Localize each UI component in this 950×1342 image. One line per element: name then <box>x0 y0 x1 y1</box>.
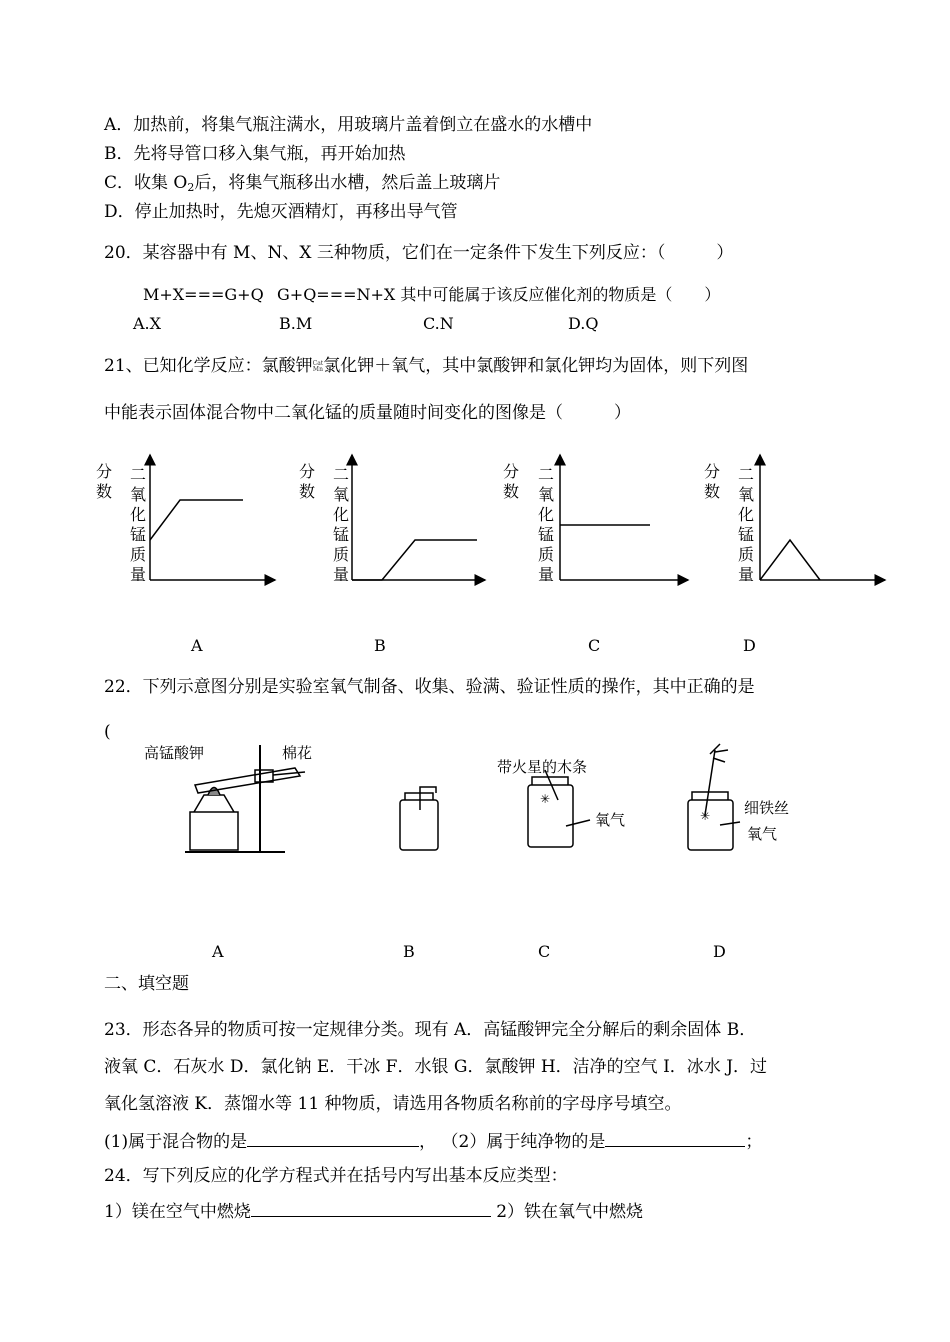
graph-a-ylabel-1: 分数 <box>96 462 113 501</box>
diagram-label-d: D <box>713 942 726 961</box>
diagram-label-a: A <box>212 942 224 961</box>
label-oxygen-c: 氧气 <box>595 811 626 829</box>
q21-line1-pre: 21、已知化学反应：氯酸钾 <box>104 356 313 376</box>
graph-b-ylabel-1: 分数 <box>299 462 316 501</box>
q23-separator: ， <box>419 1132 437 1152</box>
q21-reaction-condition <box>313 361 324 373</box>
apparatus-c <box>528 770 590 847</box>
q21-line2: 中能表示固体混合物中二氧化锰的质量随时间变化的图像是（ ） <box>104 403 631 423</box>
q24-part1-label: 1）镁在空气中燃烧 <box>104 1202 251 1222</box>
q20-stem: 20．某容器中有 M、N、X 三种物质，它们在一定条件下发生下列反应：（ ） <box>104 243 734 263</box>
q23-parts <box>104 1130 762 1152</box>
q23-line3: 氧化氢溶液 K．蒸馏水等 11 种物质，请选用各物质名称前的字母序号填空。 <box>104 1094 682 1114</box>
q22-stem: 22．下列示意图分别是实验室氧气制备、收集、验满、验证性质的操作，其中正确的是 <box>104 677 755 697</box>
graph-a-ylabel-2: 二氧化锰质量 <box>130 465 147 584</box>
q23-mixture-blank[interactable] <box>247 1130 419 1147</box>
q19-option-c-sub: 2 <box>187 181 195 194</box>
diagram-label-b: B <box>403 942 415 961</box>
q19-option-c-pre: C．收集 O <box>104 173 188 193</box>
q21-line1-post: 氯化钾＋氧气，其中氯酸钾和氯化钾均为固体，则下列图 <box>323 356 749 376</box>
q24-part2-label: 2）铁在氧气中燃烧 <box>496 1202 644 1222</box>
q19-option-d: D．停止加热时，先熄灭酒精灯，再移出导气管 <box>104 202 458 222</box>
graph-label-d: D <box>743 636 756 655</box>
q24-magnesium-blank[interactable] <box>251 1200 491 1217</box>
apparatus-b <box>400 787 438 850</box>
label-iron-wire: 细铁丝 <box>744 799 790 817</box>
q19-option-c-post: 后，将集气瓶移出水槽，然后盖上玻璃片 <box>194 173 501 193</box>
label-potassium-permanganate: 高锰酸钾 <box>144 744 205 762</box>
graph-b <box>352 455 485 580</box>
q23-pure-blank[interactable] <box>605 1130 745 1147</box>
graph-b-ylabel-2: 二氧化锰质量 <box>333 465 350 584</box>
q21-cond-bottom: Mn <box>312 365 323 373</box>
q19-option-b: B．先将导管口移入集气瓶，再开始加热 <box>104 144 406 164</box>
q23-line1: 23．形态各异的物质可按一定规律分类。现有 A．高锰酸钾完全分解后的剩余固体 B． <box>104 1020 757 1040</box>
q23-part2-label: （2）属于纯净物的是 <box>441 1132 606 1152</box>
graph-a-curve <box>150 500 243 540</box>
label-cotton: 棉花 <box>282 744 313 762</box>
q23-end: ； <box>745 1132 763 1152</box>
q21-graphs <box>90 450 890 590</box>
graph-c <box>560 455 688 580</box>
graph-d-ylabel-2: 二氧化锰质量 <box>738 465 755 584</box>
graph-a <box>150 455 275 580</box>
q24-parts <box>104 1200 643 1222</box>
graph-d-ylabel-1: 分数 <box>704 462 721 501</box>
svg-text:✳: ✳ <box>700 809 711 823</box>
section-fill-in-title: 二、填空题 <box>104 974 189 994</box>
q21-line1 <box>104 356 748 376</box>
q20-option-d: D.Q <box>568 314 599 333</box>
graph-d <box>760 455 885 580</box>
graph-d-curve <box>760 540 820 580</box>
svg-text:✳: ✳ <box>540 792 551 806</box>
graph-b-curve <box>352 540 477 580</box>
q21-cond-top: Cat <box>312 359 324 367</box>
q23-line2: 液氧 C．石灰水 D．氯化钠 E．干冰 F．水银 G．氯酸钾 H．洁净的空气 I．冰水 J．过 <box>104 1057 768 1077</box>
q20-reaction2: G+Q===N+X 其中可能属于该反应催化剂的物质是（ ） <box>277 285 721 304</box>
q19-option-a: A．加热前，将集气瓶注满水，用玻璃片盖着倒立在盛水的水槽中 <box>104 115 593 135</box>
label-oxygen-d: 氧气 <box>747 825 778 843</box>
label-glowing-splint: 带火星的木条 <box>497 758 588 776</box>
q20-option-c: C.N <box>423 314 454 333</box>
q24-stem: 24．写下列反应的化学方程式并在括号内写出基本反应类型： <box>104 1166 568 1186</box>
graph-label-b: B <box>374 636 386 655</box>
graph-label-a: A <box>191 636 203 655</box>
q23-part1-label: (1)属于混合物的是 <box>104 1132 248 1152</box>
graph-label-c: C <box>588 636 601 655</box>
diagram-label-c: C <box>538 942 551 961</box>
apparatus-d <box>688 744 740 850</box>
q22-paren: ( <box>104 722 111 742</box>
q19-option-c <box>104 173 500 195</box>
q20-option-a: A.X <box>133 314 162 333</box>
graph-c-ylabel-2: 二氧化锰质量 <box>538 465 555 584</box>
graph-c-ylabel-1: 分数 <box>503 462 520 501</box>
q20-reaction1: M+X===G+Q <box>143 285 264 304</box>
q20-option-b: B.M <box>279 314 313 333</box>
q22-diagrams <box>140 740 840 870</box>
